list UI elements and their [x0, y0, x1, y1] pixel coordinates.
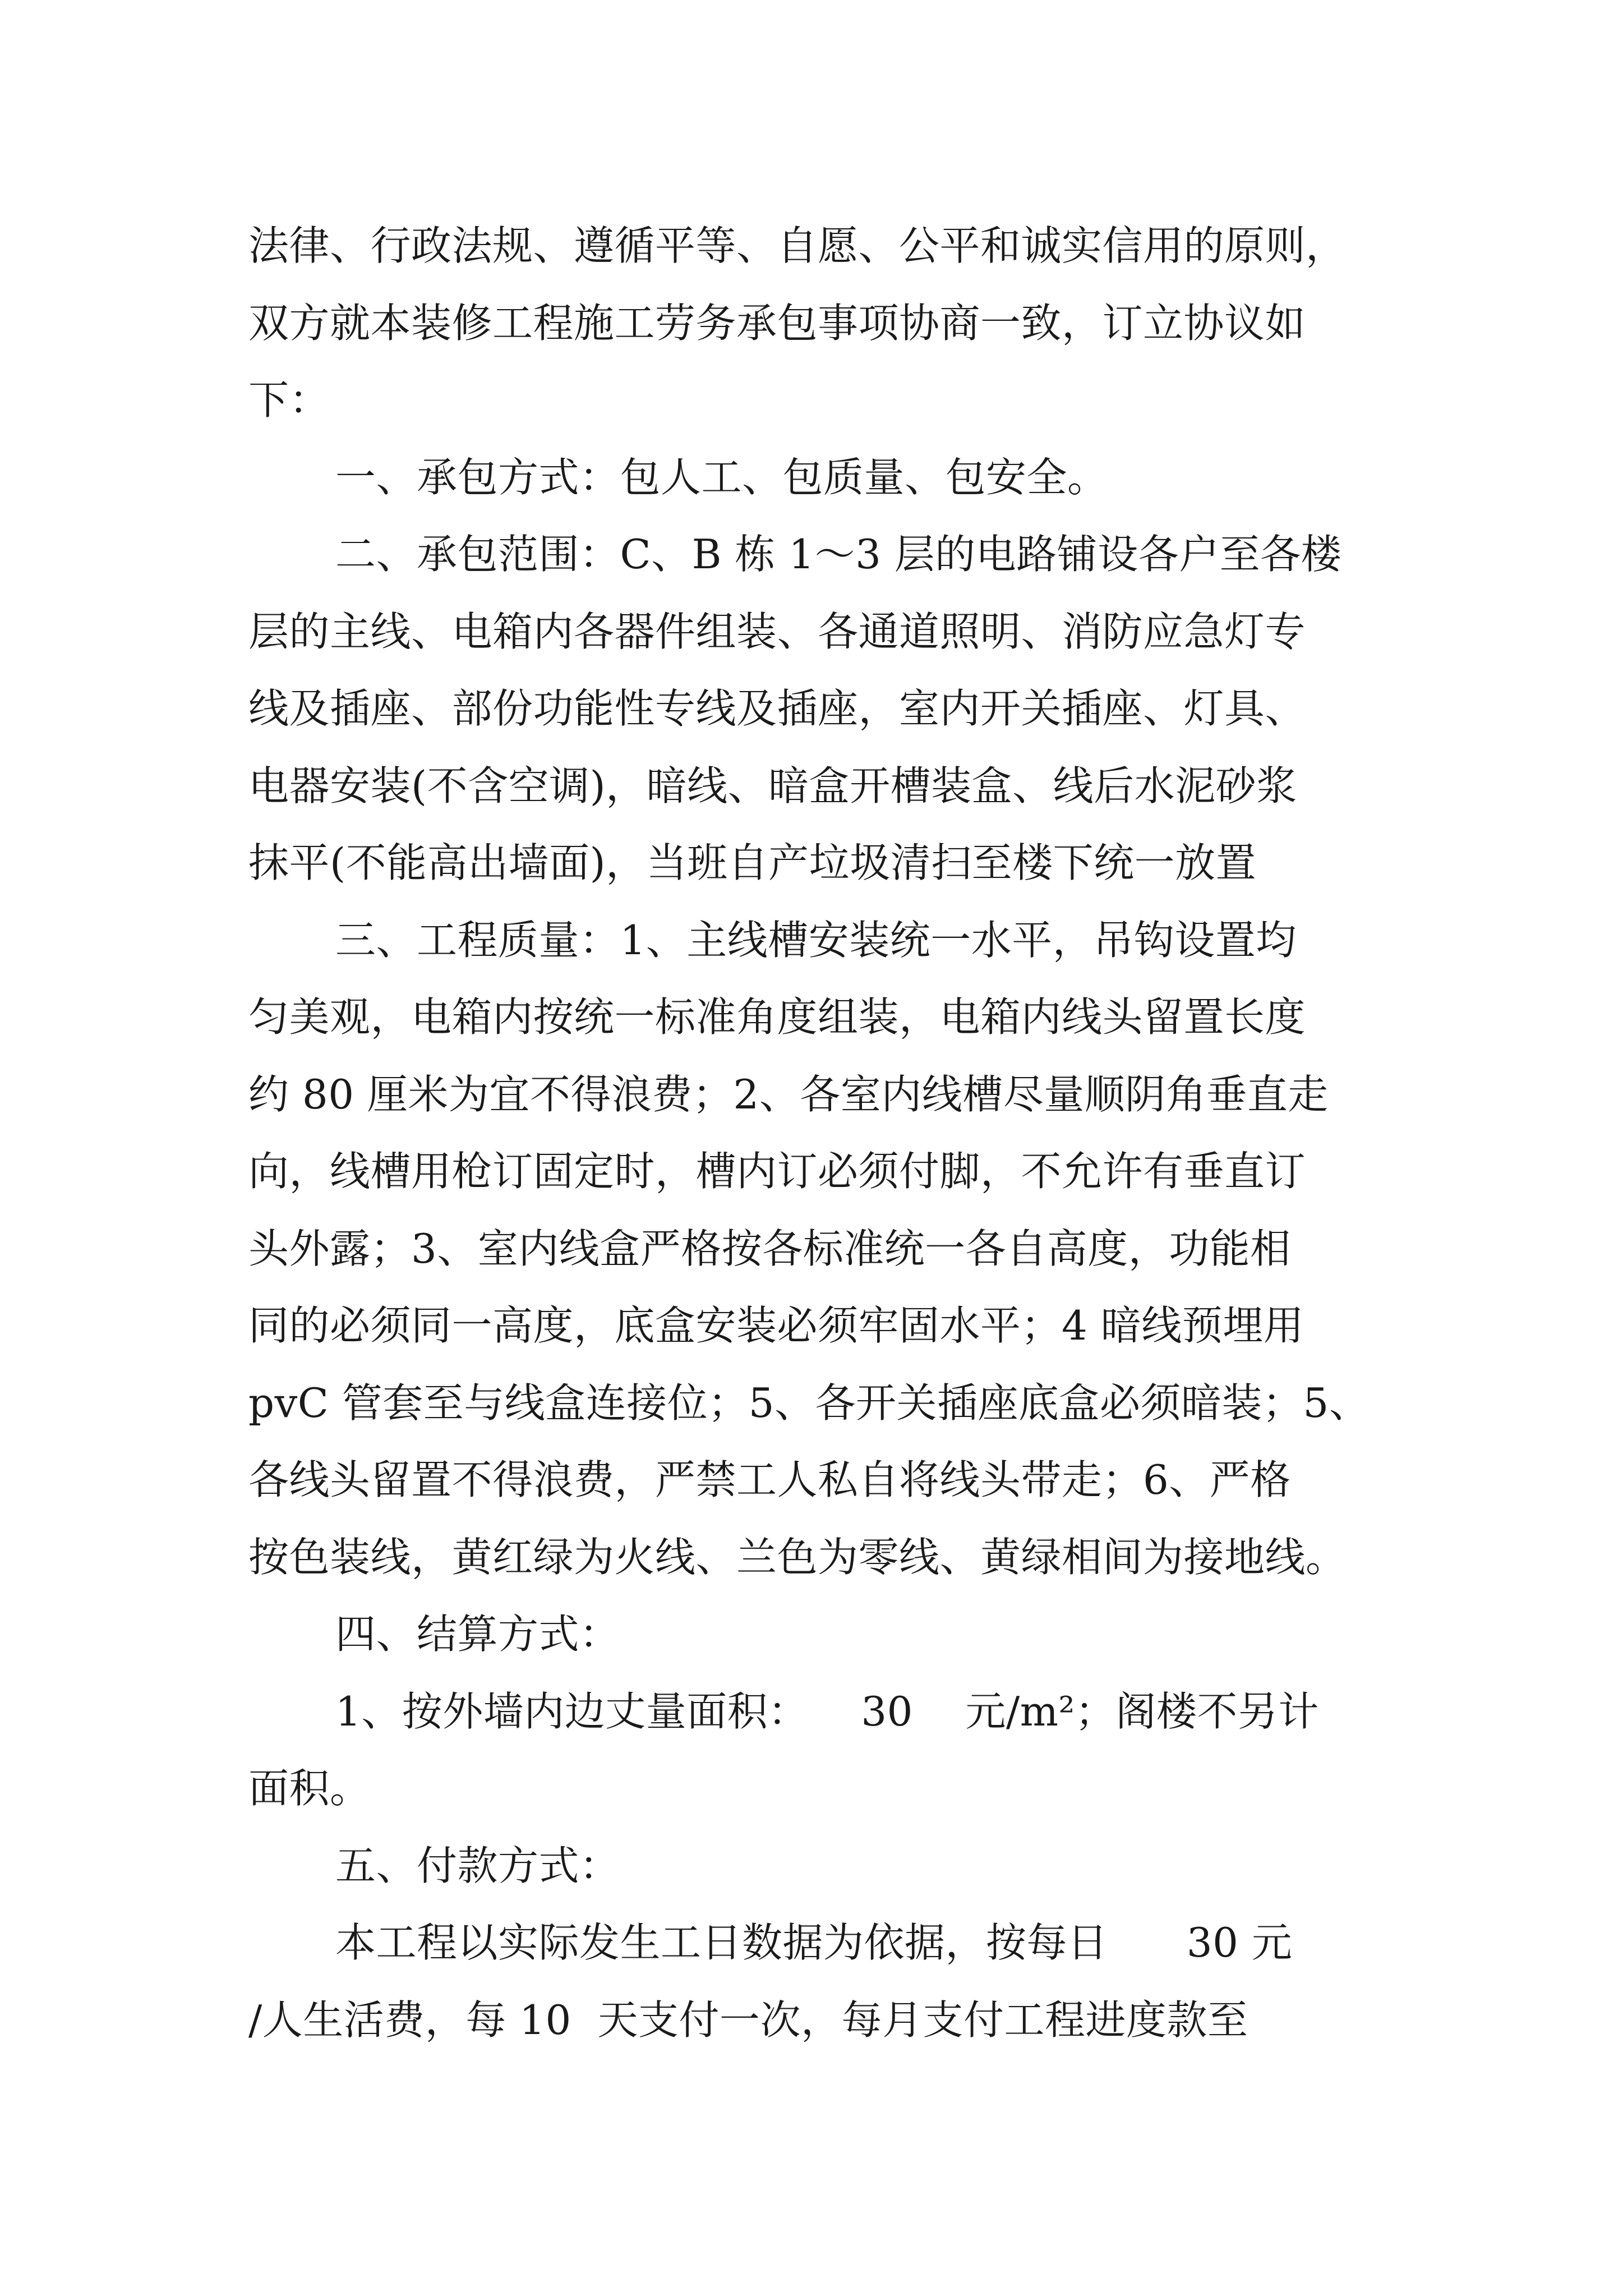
- body-text: [248, 208, 1393, 2059]
- paragraph-line: 同的必须同一高度，底盒安装必须牢固水平；4 暗线预埋用: [248, 1302, 1304, 1349]
- paragraph-line: 法律、行政法规、遵循平等、自愿、公平和诚实信用的原则，: [248, 222, 1347, 269]
- paragraph-line: 电器安装(不含空调)，暗线、暗盒开槽装盒、线后水泥砂浆: [248, 762, 1297, 809]
- paragraph-line: /人生活费，每 10 天支付一次，每月支付工程进度款至: [248, 1996, 1248, 2044]
- paragraph-line: 面积。: [248, 1765, 371, 1812]
- paragraph-line: 五、付款方式：: [335, 1842, 620, 1889]
- paragraph-line: 约 80 厘米为宜不得浪费；2、各室内线槽尽量顺阴角垂直走: [248, 1070, 1329, 1118]
- paragraph-line: 三、工程质量：1、主线槽安装统一水平，吊钩设置均: [335, 916, 1297, 964]
- paragraph-line: 一、承包方式：包人工、包质量、包安全。: [335, 453, 1108, 501]
- paragraph-line: pvC 管套至与线盒连接位；5、各开关插座底盒必须暗装；5、: [248, 1379, 1370, 1427]
- paragraph-line: 线及插座、部份功能性专线及插座，室内开关插座、灯具、: [248, 685, 1306, 732]
- paragraph-line: 四、结算方式：: [335, 1611, 620, 1658]
- paragraph-line: 抹平(不能高出墙面)，当班自产垃圾清扫至楼下统一放置: [248, 839, 1257, 886]
- paragraph-line: 向，线槽用枪订固定时，槽内订必须付脚，不允许有垂直订: [248, 1148, 1306, 1195]
- paragraph-line: 层的主线、电箱内各器件组装、各通道照明、消防应急灯专: [248, 608, 1306, 655]
- paragraph-line: 各线头留置不得浪费，严禁工人私自将线头带走；6、严格: [248, 1456, 1291, 1503]
- paragraph-line: 双方就本装修工程施工劳务承包事项协商一致，订立协议如: [248, 299, 1306, 347]
- paragraph-line: 下：: [248, 376, 330, 424]
- paragraph-line: 匀美观，电箱内按统一标准角度组装，电箱内线头留置长度: [248, 993, 1306, 1041]
- paragraph-line: 本工程以实际发生工日数据为依据，按每日 30 元: [335, 1919, 1293, 1966]
- paragraph-line: 头外露；3、室内线盒严格按各标准统一各自高度，功能相: [248, 1225, 1291, 1272]
- paragraph-line: 1、按外墙内边丈量面积： 30 元/m²；阁楼不另计: [335, 1687, 1319, 1735]
- paragraph-line: 按色装线，黄红绿为火线、兰色为零线、黄绿相间为接地线。: [248, 1533, 1347, 1581]
- paragraph-line: 二、承包范围：C、B 栋 1～3 层的电路铺设各户至各楼: [335, 531, 1342, 578]
